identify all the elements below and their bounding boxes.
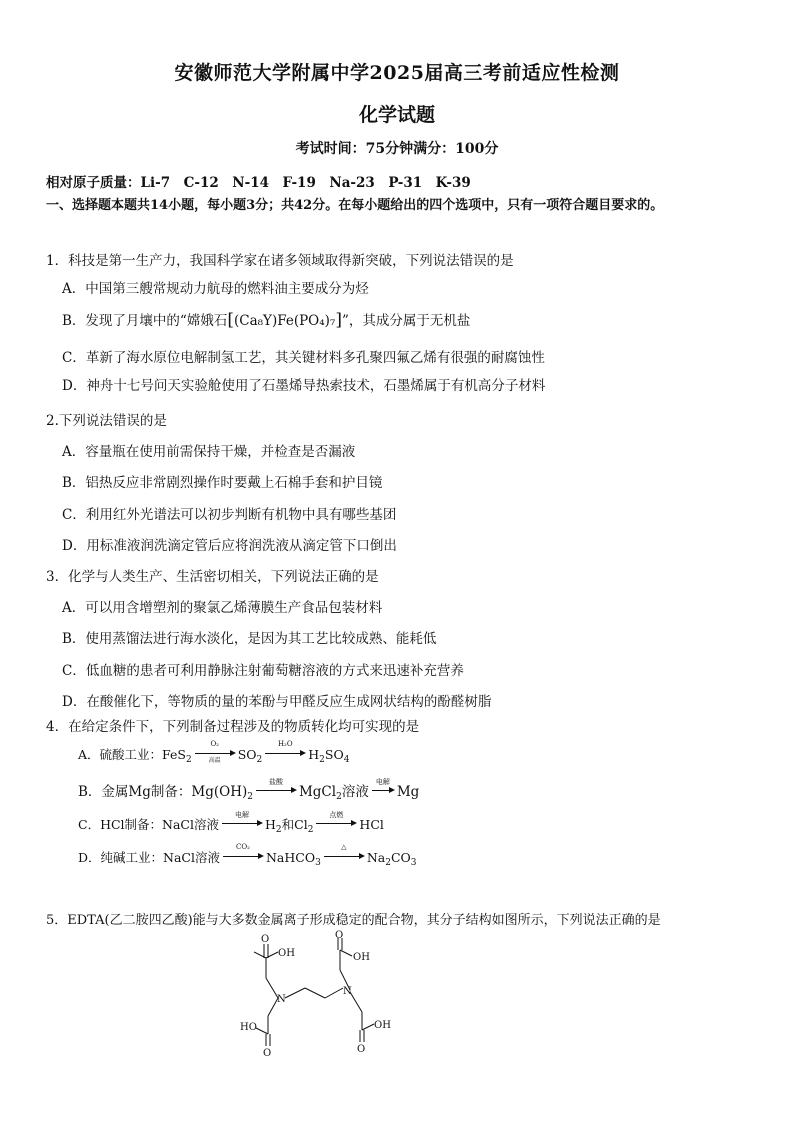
- question-4-option-d: [78, 843, 417, 868]
- species-mg: Mg: [396, 784, 420, 800]
- edta-structure-diagram: [230, 930, 400, 1060]
- question-4-option-a: [78, 740, 350, 765]
- option-c-label: C．HCl制备：: [78, 817, 163, 832]
- atom-o: O: [261, 934, 270, 945]
- exam-title: 安徽师范大学附属中学2025届高三考前适应性检测: [174, 62, 620, 84]
- reaction-arrow: H₂O: [263, 747, 307, 761]
- reaction-arrow: CO₂: [221, 850, 265, 864]
- chang-e-stone-formula: (Ca₈Y)Fe(PO₄)₇: [233, 313, 336, 329]
- species-nacl-solution: NaCl溶液: [163, 850, 220, 865]
- reaction-arrow: O₂ 高温: [193, 747, 237, 761]
- atom-n: N: [277, 994, 286, 1005]
- species-nahco3: NaHCO$_3$: [265, 850, 321, 868]
- species-h2so4: $H_2SO_4$: [308, 747, 350, 765]
- atom-o: O: [357, 1044, 366, 1055]
- option-a-label: A．硫酸工业：: [78, 747, 163, 762]
- question-1-stem: 1．科技是第一生产力，我国科学家在诸多领域取得新突破，下列说法错误的是: [46, 253, 514, 269]
- question-3-option-c: C．低血糖的患者可利用静脉注射葡萄糖溶液的方式来迅速补充营养: [62, 663, 464, 679]
- question-2-option-c: C．利用红外光谱法可以初步判断有机物中具有哪些基团: [62, 507, 397, 523]
- species-mgoh2: $Mg(OH)_2$: [191, 784, 253, 802]
- question-1-option-a: A．中国第三艘常规动力航母的燃料油主要成分为烃: [62, 281, 369, 297]
- question-2-option-a: A．容量瓶在使用前需保持干燥，并检查是否漏液: [62, 444, 356, 460]
- atom-ho: HO: [240, 1022, 257, 1033]
- atom-n: N: [343, 986, 352, 997]
- option-b-suffix: ”，其成分属于无机盐: [341, 313, 471, 329]
- question-4-option-b: [78, 780, 419, 800]
- question-2-option-d: D．用标准液润洗滴定管后应将润洗液从滴定管下口倒出: [62, 538, 397, 554]
- question-4-option-c: [78, 811, 384, 835]
- atom-o: O: [263, 1048, 272, 1059]
- atom-oh: OH: [278, 948, 295, 959]
- species-mgcl2: MgCl$_2$溶液: [298, 784, 369, 802]
- bracket-right: ]: [335, 310, 342, 330]
- option-d-label: D．纯碱工业：: [78, 850, 164, 865]
- reaction-arrow: 盐酸: [254, 784, 298, 798]
- atom-o: O: [335, 930, 344, 941]
- species-h2-cl2: $H_2$和$Cl_2$: [264, 817, 314, 835]
- question-5-stem: 5．EDTA(乙二胺四乙酸)能与大多数金属离子形成稳定的配合物，其分子结构如图所示，下列说法正确的是: [46, 913, 661, 928]
- question-2-option-b: B．铝热反应非常剧烈操作时要戴上石棉手套和护目镜: [62, 475, 383, 491]
- question-1-option-b: [62, 309, 470, 330]
- option-b-label: B．金属Mg制备：: [78, 784, 192, 800]
- question-3-option-a: A．可以用含增塑剂的聚氯乙烯薄膜生产食品包装材料: [62, 600, 383, 616]
- species-hcl: HCl: [359, 817, 384, 832]
- question-3-stem: 3．化学与人类生产、生活密切相关，下列说法正确的是: [46, 569, 379, 585]
- question-3-option-b: B．使用蒸馏法进行海水淡化，是因为其工艺比较成熟、能耗低: [62, 631, 437, 647]
- question-3-option-d: D．在酸催化下，等物质的量的苯酚与甲醛反应生成网状结构的酚醛树脂: [62, 694, 492, 710]
- question-4-stem: 4．在给定条件下，下列制备过程涉及的物质转化均可实现的是: [46, 719, 420, 735]
- bracket-left: [: [227, 310, 234, 330]
- species-nacl-solution: NaCl溶液: [162, 817, 219, 832]
- reaction-arrow: △: [322, 850, 366, 864]
- atomic-masses: 相对原子质量：Li-7 C-12 N-14 F-19 Na-23 P-31 K-39: [46, 175, 471, 191]
- question-2-stem: 2.下列说法错误的是: [46, 413, 167, 429]
- exam-info: 考试时间：75分钟满分：100分: [295, 141, 499, 157]
- option-b-prefix: B．发现了月壤中的“嫦娥石: [62, 313, 228, 329]
- question-1-option-c: C．革新了海水原位电解制氢工艺，其关键材料多孔聚四氟乙烯有很强的耐腐蚀性: [62, 350, 545, 366]
- section-heading: 一、选择题本题共14小题，每小题3分；共42分。在每小题给出的四个选项中，只有一项符合题目要求的。: [46, 198, 664, 213]
- reaction-arrow: 点燃: [314, 817, 358, 831]
- reaction-arrow: 电解: [220, 817, 264, 831]
- species-na2co3: $Na_2CO_3$: [366, 850, 417, 868]
- species-so2: $SO_2$: [237, 747, 263, 765]
- species-fes2: FeS$_2$: [162, 747, 192, 765]
- exam-subject: 化学试题: [358, 104, 435, 126]
- question-1-option-d: D．神舟十七号问天实验舱使用了石墨烯导热索技术，石墨烯属于有机高分子材料: [62, 378, 546, 394]
- atom-oh: OH: [374, 1020, 391, 1031]
- reaction-arrow: 电解: [370, 784, 396, 798]
- atom-oh: OH: [353, 952, 370, 963]
